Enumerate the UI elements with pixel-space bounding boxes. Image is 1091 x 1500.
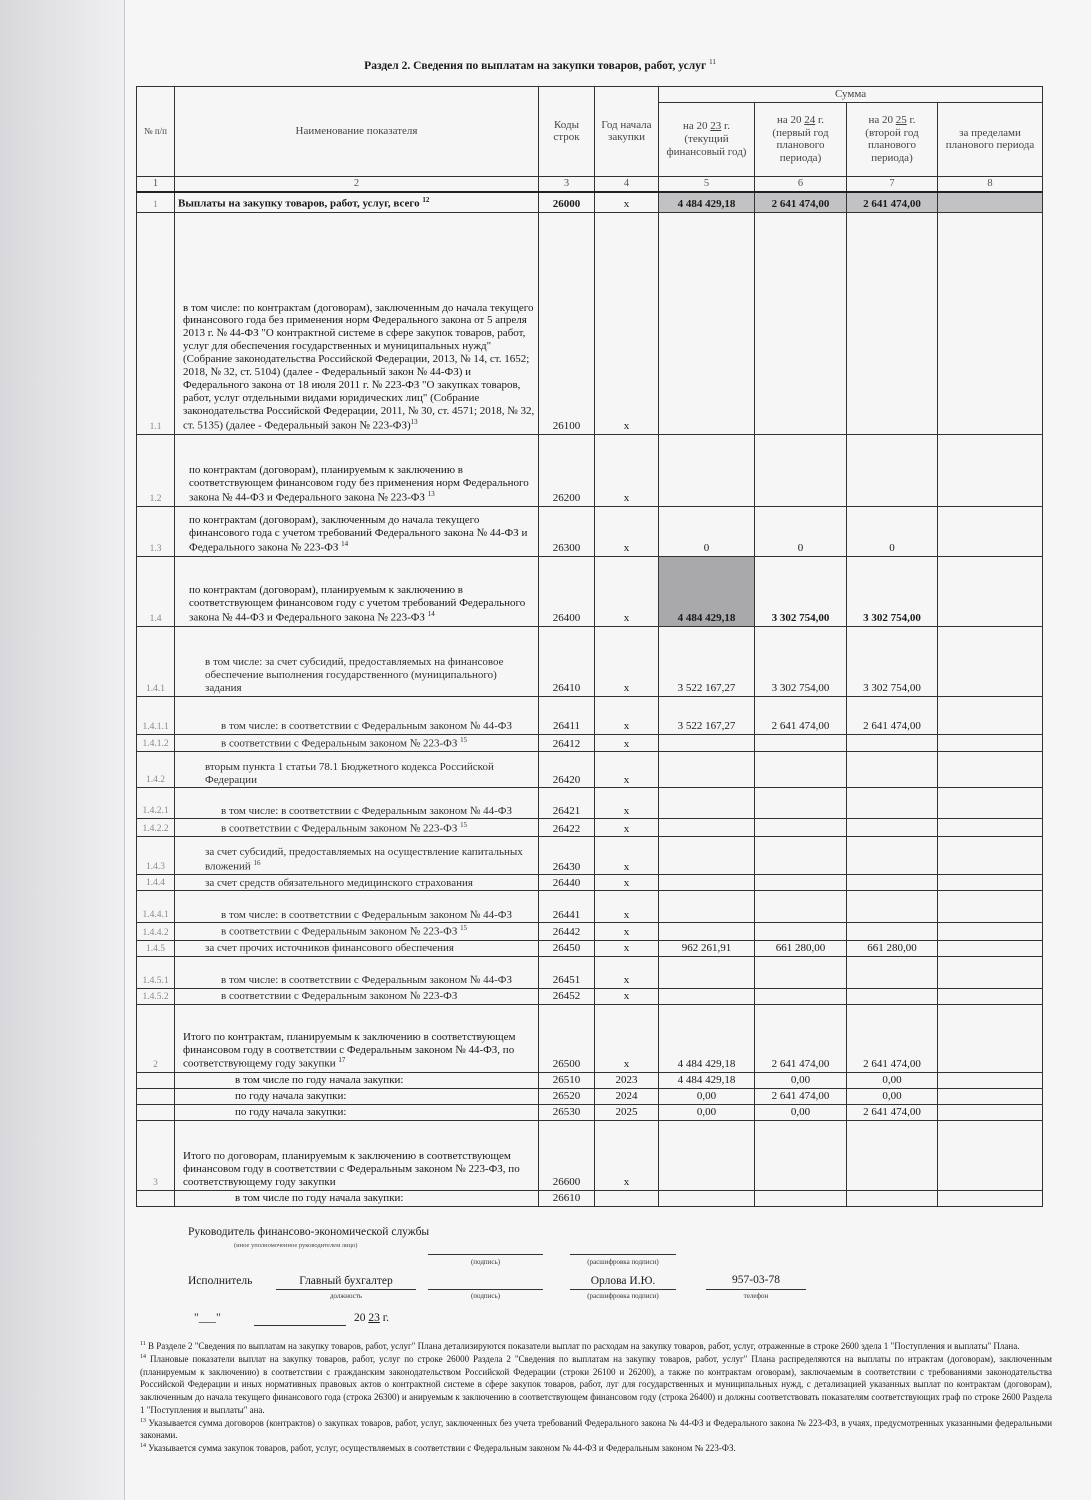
row-year: х bbox=[595, 1121, 659, 1191]
table-row bbox=[137, 1005, 1043, 1073]
row-code: 26000 bbox=[539, 192, 595, 212]
row-year: х bbox=[595, 1005, 659, 1073]
row-year: х bbox=[595, 626, 659, 696]
row-value-6 bbox=[755, 923, 847, 941]
row-number: 1.4.4.2 bbox=[137, 923, 175, 941]
table-row bbox=[137, 626, 1043, 696]
row-year: х bbox=[595, 989, 659, 1005]
colnum: 4 bbox=[595, 176, 659, 192]
position-line bbox=[276, 1289, 416, 1290]
row-year: х bbox=[595, 941, 659, 957]
row-year: х bbox=[595, 212, 659, 434]
row-name: за счет субсидий, предоставляемых на осуществление капитальных вложений $^{16}$ bbox=[175, 837, 539, 875]
colnum: 3 bbox=[539, 176, 595, 192]
header-name: Наименование показателя bbox=[175, 87, 539, 177]
row-number: 1.4.2.2 bbox=[137, 819, 175, 837]
row-value-8 bbox=[938, 1005, 1043, 1073]
table-row bbox=[137, 1191, 1043, 1207]
row-number: 2 bbox=[137, 1005, 175, 1073]
row-number: 1.4.5.2 bbox=[137, 989, 175, 1005]
table-row bbox=[137, 923, 1043, 941]
column-numbers-row bbox=[137, 176, 1043, 192]
row-value-8 bbox=[938, 788, 1043, 819]
row-code: 26422 bbox=[539, 819, 595, 837]
name-label: (расшифровка подписи) bbox=[587, 1292, 659, 1300]
table-row bbox=[137, 1121, 1043, 1191]
date-day: "___" bbox=[194, 1312, 221, 1324]
row-code: 26421 bbox=[539, 788, 595, 819]
row-name: в том числе по году начала закупки: bbox=[175, 1191, 539, 1207]
row-value-8 bbox=[938, 819, 1043, 837]
row-value-6: 0,00 bbox=[755, 1073, 847, 1089]
row-code: 26442 bbox=[539, 923, 595, 941]
row-value-8 bbox=[938, 752, 1043, 788]
table-row bbox=[137, 734, 1043, 752]
colnum: 8 bbox=[938, 176, 1043, 192]
row-value-5 bbox=[659, 891, 755, 923]
table-row bbox=[137, 434, 1043, 506]
header-codes: Коды строк bbox=[539, 87, 595, 177]
row-value-7 bbox=[847, 212, 938, 434]
row-name: в соответствии с Федеральным законом № 223-ФЗ $^{15}$ bbox=[175, 734, 539, 752]
row-name: за счет прочих источников финансового обеспечения bbox=[175, 941, 539, 957]
row-year: х bbox=[595, 192, 659, 212]
row-value-5 bbox=[659, 734, 755, 752]
row-value-8 bbox=[938, 696, 1043, 734]
table-row bbox=[137, 989, 1043, 1005]
row-year: х bbox=[595, 923, 659, 941]
row-value-5 bbox=[659, 1191, 755, 1207]
row-value-8 bbox=[938, 434, 1043, 506]
row-value-6 bbox=[755, 434, 847, 506]
colnum: 1 bbox=[137, 176, 175, 192]
row-value-7: 0 bbox=[847, 506, 938, 556]
row-value-5: 4 484 429,18 bbox=[659, 556, 755, 626]
table-row bbox=[137, 837, 1043, 875]
row-name: в том числе: в соответствии с Федеральным законом № 44-ФЗ bbox=[175, 891, 539, 923]
row-name: вторым пункта 1 статьи 78.1 Бюджетного кодекса Российской Федерации bbox=[175, 752, 539, 788]
executor-label: Исполнитель bbox=[188, 1275, 253, 1287]
row-value-5: 4 484 429,18 bbox=[659, 1073, 755, 1089]
row-year: х bbox=[595, 752, 659, 788]
row-value-8 bbox=[938, 941, 1043, 957]
row-value-5: 3 522 167,27 bbox=[659, 696, 755, 734]
row-number: 1.4.4.1 bbox=[137, 891, 175, 923]
row-value-7: 0,00 bbox=[847, 1089, 938, 1105]
row-year: х bbox=[595, 819, 659, 837]
row-name: в соответствии с Федеральным законом № 223-ФЗ bbox=[175, 989, 539, 1005]
row-value-8 bbox=[938, 1105, 1043, 1121]
row-value-6 bbox=[755, 1191, 847, 1207]
row-code: 26411 bbox=[539, 696, 595, 734]
name-value: Орлова И.Ю. bbox=[590, 1275, 656, 1287]
row-name: по году начала закупки: bbox=[175, 1105, 539, 1121]
head-decode-label: (расшифровка подписи) bbox=[587, 1258, 659, 1266]
row-value-5: 3 522 167,27 bbox=[659, 626, 755, 696]
row-value-8 bbox=[938, 989, 1043, 1005]
row-value-8 bbox=[938, 1121, 1043, 1191]
row-value-8 bbox=[938, 891, 1043, 923]
table-row bbox=[137, 192, 1043, 212]
row-value-7: 2 641 474,00 bbox=[847, 192, 938, 212]
row-number bbox=[137, 1089, 175, 1105]
row-number: 1.4.1 bbox=[137, 626, 175, 696]
position-label: должность bbox=[329, 1292, 363, 1300]
row-code: 26530 bbox=[539, 1105, 595, 1121]
row-value-5: 4 484 429,18 bbox=[659, 1005, 755, 1073]
row-value-7: 2 641 474,00 bbox=[847, 1005, 938, 1073]
row-value-6: 2 641 474,00 bbox=[755, 696, 847, 734]
row-value-8 bbox=[938, 957, 1043, 989]
date-year: 20 23 г. bbox=[354, 1312, 390, 1324]
row-value-7 bbox=[847, 1121, 938, 1191]
table-row bbox=[137, 891, 1043, 923]
row-year: х bbox=[595, 506, 659, 556]
row-number: 1.2 bbox=[137, 434, 175, 506]
footnote: $^{14}$ Плановые показатели выплат на закупку товаров, работ, услуг по строке 26000 Раздела 2 "Сведения по выплатам на закупку товаров, работ, услуг" Плана распределяются на выплаты по нтрактам (договорам), заключенным (планируемым к заключению) в соответствии с гражданским законодательством Российской Федерации (строки 26100 и 26200), а также по контрактам оговорам), заключаемым в соответствии с требованиями законодательства Российской Федерации и иных нормативных правовых актов о контрактной системе в сфере закупок товаров, работ, луг для государственных и муниципальных нужд, с детализацией указанных выплат по контрактам (договорам), заключенным до начала текущего финансового года (строка 26300) и анируемым к заключению в соответствующем финансовом году (строка 26400) и должны соответствовать показателям соответствующих граф по строке 2600 Раздела 1 "Поступления и выплаты" ана. bbox=[140, 1353, 1053, 1415]
header-sum: Сумма bbox=[659, 87, 1043, 103]
footnotes bbox=[140, 1340, 1052, 1455]
row-value-5 bbox=[659, 434, 755, 506]
payments-table bbox=[136, 86, 1043, 1207]
row-value-6: 2 641 474,00 bbox=[755, 1089, 847, 1105]
row-value-7 bbox=[847, 788, 938, 819]
row-year: 2023 bbox=[595, 1073, 659, 1089]
table-row bbox=[137, 506, 1043, 556]
row-year: х bbox=[595, 891, 659, 923]
row-value-7: 2 641 474,00 bbox=[847, 1105, 938, 1121]
row-name: за счет средств обязательного медицинского страхования bbox=[175, 875, 539, 891]
row-value-6: 3 302 754,00 bbox=[755, 626, 847, 696]
row-year: х bbox=[595, 957, 659, 989]
name-line bbox=[570, 1289, 676, 1290]
row-value-6: 0,00 bbox=[755, 1105, 847, 1121]
row-value-8 bbox=[938, 192, 1043, 212]
table-row bbox=[137, 212, 1043, 434]
table-row bbox=[137, 819, 1043, 837]
row-value-6 bbox=[755, 734, 847, 752]
row-number: 1.3 bbox=[137, 506, 175, 556]
row-name: по контрактам (договорам), планируемым к заключению в соответствующем финансовом году без применения норм Федерального закона № 44-ФЗ и Федерального закона № 223-ФЗ $^{13}$ bbox=[175, 434, 539, 506]
row-value-8 bbox=[938, 556, 1043, 626]
footnote: $^{11}$ В Разделе 2 "Сведения по выплатам на закупку товаров, работ, услуг" Плана детализируются показатели выплат по расходам на закупку товаров, работ, услуг, отраженные в строке 2600 здела 1 "Поступления и выплаты" Плана. bbox=[140, 1341, 1020, 1351]
row-name: в том числе: в соответствии с Федеральным законом № 44-ФЗ bbox=[175, 957, 539, 989]
row-year: 2024 bbox=[595, 1089, 659, 1105]
row-number: 1.4.5 bbox=[137, 941, 175, 957]
row-value-5: 4 484 429,18 bbox=[659, 192, 755, 212]
row-name: Итого по контрактам, планируемым к заключению в соответствующем финансовом году в соответствии с Федеральным законом № 44-ФЗ, по соответствующему году закупки $^{17}$ bbox=[175, 1005, 539, 1073]
head-sign-line bbox=[428, 1254, 543, 1255]
row-value-7 bbox=[847, 434, 938, 506]
row-value-8 bbox=[938, 923, 1043, 941]
row-name: в соответствии с Федеральным законом № 223-ФЗ $^{15}$ bbox=[175, 819, 539, 837]
row-code: 26441 bbox=[539, 891, 595, 923]
row-name: в том числе: в соответствии с Федеральным законом № 44-ФЗ bbox=[175, 788, 539, 819]
row-value-7 bbox=[847, 837, 938, 875]
row-year: х bbox=[595, 556, 659, 626]
row-value-6 bbox=[755, 875, 847, 891]
row-value-5 bbox=[659, 212, 755, 434]
row-value-8 bbox=[938, 734, 1043, 752]
header-col7: на 20 25 г. (второй год планового периода) bbox=[847, 102, 938, 176]
phone-label: телефон bbox=[743, 1292, 769, 1300]
row-value-7: 0,00 bbox=[847, 1073, 938, 1089]
head-sign-label: (подпись) bbox=[470, 1258, 501, 1266]
table-row bbox=[137, 696, 1043, 734]
row-value-7: 2 641 474,00 bbox=[847, 696, 938, 734]
row-name: в том числе: по контрактам (договорам), заключенным до начала текущего финансового года без применения норм Федерального закона от 5 апреля 2013 г. № 44-ФЗ "О контрактной системе в сфере закупок товаров, работ, услуг для обеспечения государственных и муниципальных нужд" (Собрание законодательства Российской Федерации, 2013, № 14, ст. 1652; 2018, № 32, ст. 5104) (далее - Федеральный закон № 44-ФЗ) и Федерального закона от 18 июля 2011 г. № 223-ФЗ "О закупках товаров, работ, услуг отдельными видами юридических лиц" (Собрание законодательства Российской Федерации, 2011, № 30, ст. 4571; 2018, № 32, ст. 5135) (далее - Федеральный закон № 223-ФЗ)$^{13}$ bbox=[175, 212, 539, 434]
exec-sign-line bbox=[428, 1289, 543, 1290]
back-page-edge bbox=[0, 0, 128, 1500]
row-value-6 bbox=[755, 837, 847, 875]
row-number bbox=[137, 1105, 175, 1121]
row-year: 2025 bbox=[595, 1105, 659, 1121]
row-value-8 bbox=[938, 1073, 1043, 1089]
row-value-6: 2 641 474,00 bbox=[755, 192, 847, 212]
table-row bbox=[137, 788, 1043, 819]
row-value-6 bbox=[755, 1121, 847, 1191]
row-value-5 bbox=[659, 837, 755, 875]
row-number: 1.4.5.1 bbox=[137, 957, 175, 989]
row-value-7 bbox=[847, 989, 938, 1005]
row-name: по году начала закупки: bbox=[175, 1089, 539, 1105]
exec-sign-label: (подпись) bbox=[470, 1292, 501, 1300]
row-code: 26410 bbox=[539, 626, 595, 696]
row-year: х bbox=[595, 788, 659, 819]
row-number: 1.1 bbox=[137, 212, 175, 434]
row-code: 26520 bbox=[539, 1089, 595, 1105]
row-value-6 bbox=[755, 788, 847, 819]
colnum: 5 bbox=[659, 176, 755, 192]
section-title: Раздел 2. Сведения по выплатам на закупки товаров, работ, услуг $^{11}$ bbox=[364, 58, 716, 72]
row-code: 26100 bbox=[539, 212, 595, 434]
row-value-6: 2 641 474,00 bbox=[755, 1005, 847, 1073]
row-number: 1.4.2 bbox=[137, 752, 175, 788]
row-value-7 bbox=[847, 875, 938, 891]
row-year: х bbox=[595, 734, 659, 752]
row-value-7 bbox=[847, 957, 938, 989]
row-number: 1.4.1.2 bbox=[137, 734, 175, 752]
header-year-start: Год начала закупки bbox=[595, 87, 659, 177]
row-year: х bbox=[595, 837, 659, 875]
row-year: х bbox=[595, 696, 659, 734]
row-code: 26610 bbox=[539, 1191, 595, 1207]
row-name: в соответствии с Федеральным законом № 223-ФЗ $^{15}$ bbox=[175, 923, 539, 941]
table-row bbox=[137, 875, 1043, 891]
row-number: 1 bbox=[137, 192, 175, 212]
row-value-7 bbox=[847, 734, 938, 752]
row-value-6 bbox=[755, 819, 847, 837]
footnote: $^{14}$ Указывается сумма закупок товаров, работ, услуг, осуществляемых в соответствии с Федеральным законом № 44-ФЗ и Федеральным законом № 223-ФЗ. bbox=[140, 1443, 736, 1454]
table-row bbox=[137, 1089, 1043, 1105]
row-value-5: 0,00 bbox=[659, 1089, 755, 1105]
colnum: 2 bbox=[175, 176, 539, 192]
row-value-7 bbox=[847, 819, 938, 837]
row-year bbox=[595, 1191, 659, 1207]
row-value-8 bbox=[938, 212, 1043, 434]
row-code: 26452 bbox=[539, 989, 595, 1005]
row-name: Выплаты на закупку товаров, работ, услуг, всего $^{12}$ bbox=[175, 192, 539, 212]
row-value-7: 661 280,00 bbox=[847, 941, 938, 957]
row-name: по контрактам (договорам), заключенным до начала текущего финансового года с учетом требований Федерального закона № 44-ФЗ и Федерального закона № 223-ФЗ $^{14}$ bbox=[175, 506, 539, 556]
row-value-7 bbox=[847, 1191, 938, 1207]
row-value-5 bbox=[659, 752, 755, 788]
row-value-5: 962 261,91 bbox=[659, 941, 755, 957]
header-col5: на 20 23 г. (текущий финансовый год) bbox=[659, 102, 755, 176]
row-code: 26600 bbox=[539, 1121, 595, 1191]
row-value-8 bbox=[938, 506, 1043, 556]
row-value-5: 0 bbox=[659, 506, 755, 556]
row-value-6 bbox=[755, 989, 847, 1005]
row-number: 1.4 bbox=[137, 556, 175, 626]
row-name: по контрактам (договорам), планируемым к заключению в соответствующем финансовом году с учетом требований Федерального закона № 44-ФЗ и Федерального закона № 223-ФЗ $^{14}$ bbox=[175, 556, 539, 626]
row-value-6: 3 302 754,00 bbox=[755, 556, 847, 626]
row-value-5 bbox=[659, 989, 755, 1005]
colnum: 6 bbox=[755, 176, 847, 192]
row-year: х bbox=[595, 875, 659, 891]
row-name: в том числе по году начала закупки: bbox=[175, 1073, 539, 1089]
row-code: 26200 bbox=[539, 434, 595, 506]
footnote: $^{13}$ Указывается сумма договоров (контрактов) о закупках товаров, работ, услуг, заключенных без учета требований Федерального закона № 44-ФЗ и Федерального закона № 223-ФЗ, в учаях, предусмотренных указанными федеральными законами. bbox=[140, 1417, 1053, 1441]
table-row bbox=[137, 941, 1043, 957]
table-row bbox=[137, 957, 1043, 989]
table-row bbox=[137, 1073, 1043, 1089]
colnum: 7 bbox=[847, 176, 938, 192]
row-value-5 bbox=[659, 819, 755, 837]
row-code: 26500 bbox=[539, 1005, 595, 1073]
table-row bbox=[137, 752, 1043, 788]
row-number: 3 bbox=[137, 1121, 175, 1191]
row-value-6 bbox=[755, 957, 847, 989]
row-value-7: 3 302 754,00 bbox=[847, 626, 938, 696]
head-title: Руководитель финансово-экономической службы bbox=[188, 1226, 430, 1238]
row-value-8 bbox=[938, 1191, 1043, 1207]
position-value: Главный бухгалтер bbox=[299, 1275, 393, 1287]
row-value-6: 0 bbox=[755, 506, 847, 556]
row-code: 26420 bbox=[539, 752, 595, 788]
row-code: 26450 bbox=[539, 941, 595, 957]
row-value-8 bbox=[938, 1089, 1043, 1105]
table-row bbox=[137, 1105, 1043, 1121]
head-decode-line bbox=[570, 1254, 676, 1255]
row-name: Итого по договорам, планируемым к заключению в соответствующем финансовом году в соответствии с Федеральным законом № 223-ФЗ, по соответствующему году закупки bbox=[175, 1121, 539, 1191]
row-value-5 bbox=[659, 957, 755, 989]
row-code: 26400 bbox=[539, 556, 595, 626]
row-value-5 bbox=[659, 875, 755, 891]
row-number: 1.4.1.1 bbox=[137, 696, 175, 734]
row-value-8 bbox=[938, 626, 1043, 696]
row-value-6 bbox=[755, 752, 847, 788]
row-value-7: 3 302 754,00 bbox=[847, 556, 938, 626]
row-number: 1.4.2.1 bbox=[137, 788, 175, 819]
header-num: № п/п bbox=[137, 87, 175, 177]
head-note: (иное уполномоченное руководителем лицо) bbox=[234, 1242, 358, 1249]
row-code: 26510 bbox=[539, 1073, 595, 1089]
row-value-5 bbox=[659, 788, 755, 819]
row-value-8 bbox=[938, 837, 1043, 875]
row-number: 1.4.4 bbox=[137, 875, 175, 891]
row-code: 26430 bbox=[539, 837, 595, 875]
row-value-5: 0,00 bbox=[659, 1105, 755, 1121]
date-month-line bbox=[254, 1325, 346, 1326]
row-value-5 bbox=[659, 923, 755, 941]
row-value-8 bbox=[938, 875, 1043, 891]
row-value-6 bbox=[755, 891, 847, 923]
row-number bbox=[137, 1191, 175, 1207]
phone-line bbox=[706, 1289, 806, 1290]
row-value-5 bbox=[659, 1121, 755, 1191]
row-value-7 bbox=[847, 923, 938, 941]
row-value-6 bbox=[755, 212, 847, 434]
row-year: х bbox=[595, 434, 659, 506]
row-value-7 bbox=[847, 752, 938, 788]
row-name: в том числе: за счет субсидий, предоставляемых на финансовое обеспечение выполнения государственного (муниципального) задания bbox=[175, 626, 539, 696]
row-number bbox=[137, 1073, 175, 1089]
header-col8: за пределами планового периода bbox=[938, 102, 1043, 176]
row-number: 1.4.3 bbox=[137, 837, 175, 875]
row-value-7 bbox=[847, 891, 938, 923]
row-code: 26412 bbox=[539, 734, 595, 752]
phone-value: 957-03-78 bbox=[732, 1274, 780, 1286]
row-code: 26440 bbox=[539, 875, 595, 891]
header-col6: на 20 24 г. (первый год планового периода) bbox=[755, 102, 847, 176]
table-row bbox=[137, 556, 1043, 626]
row-code: 26451 bbox=[539, 957, 595, 989]
row-code: 26300 bbox=[539, 506, 595, 556]
row-value-6: 661 280,00 bbox=[755, 941, 847, 957]
row-name: в том числе: в соответствии с Федеральным законом № 44-ФЗ bbox=[175, 696, 539, 734]
